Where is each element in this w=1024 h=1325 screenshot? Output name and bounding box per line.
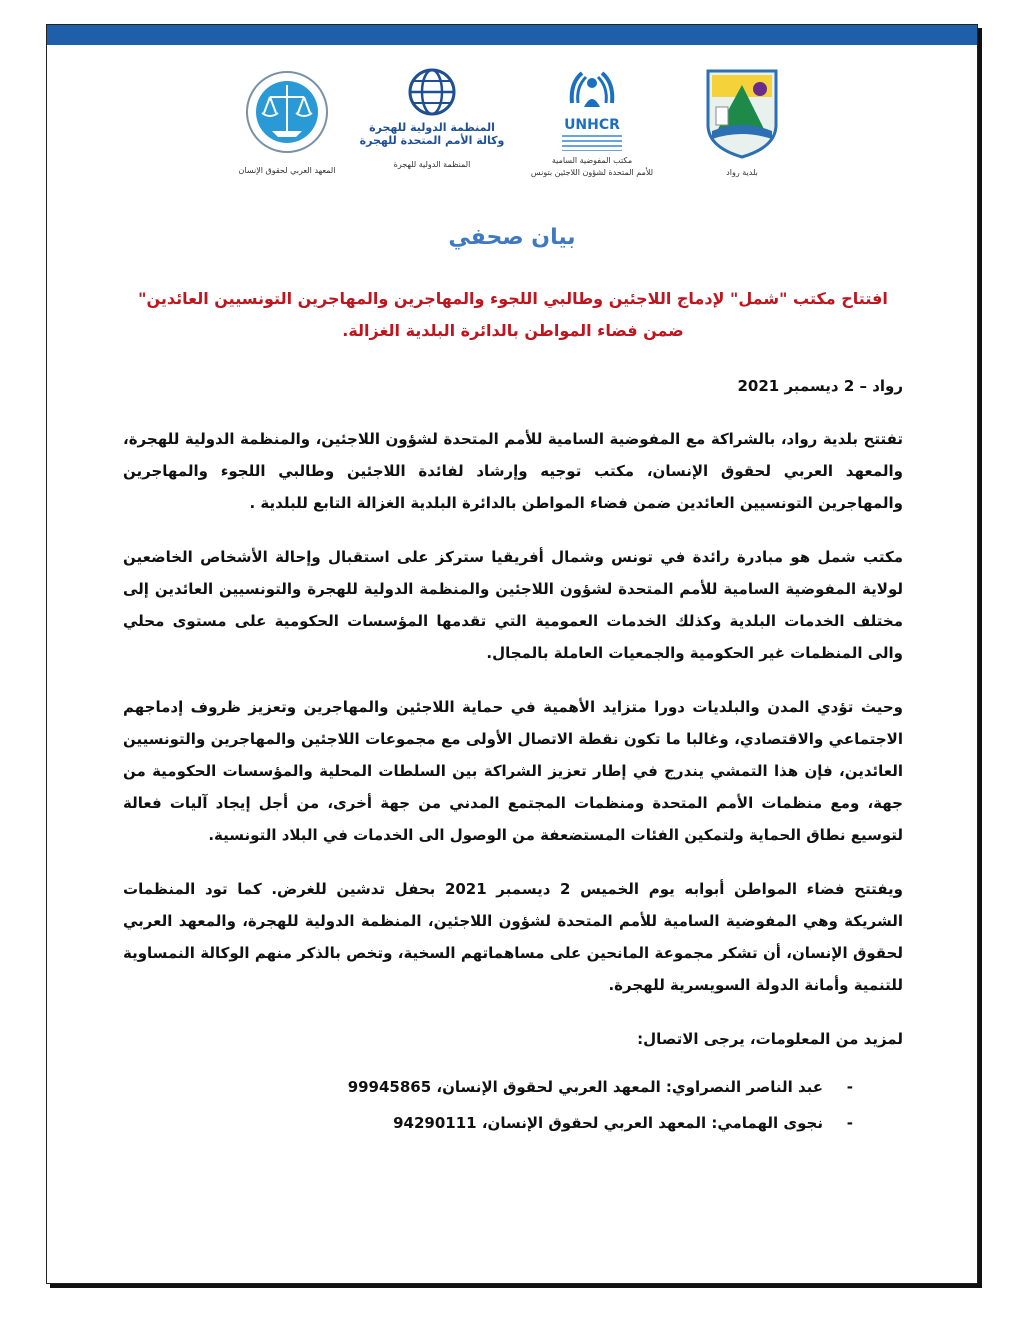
- body-paragraph-3: وحيث تؤدي المدن والبلديات دورا متزايد الأهمية في حماية اللاجئين والمهاجرين وتعزيز ظروف إدماجهم الاجتماعي والاقتصادي، وغالبا ما تكون نقطة الاتصال الأولى مع مجموعات اللاجئين والمهاجرين والتونسيين العائدين، فإن هذا التمشي يندرج في إطار تعزيز الشراكة بين السلطات المحلية والمؤسسات الحكومية من جهة، ومع منظمات الأمم المتحدة ومنظمات المجتمع المدني من جهة أخرى، من أجل إيجاد آليات فعالة لتوسيع نطاق الحماية ولتمكين الفئات المستضعفة من الوصول الى الخدمات في البلاد التونسية.: [123, 698, 903, 844]
- raoued-logo: [687, 67, 797, 179]
- body-paragraph-2: مكتب شمل هو مبادرة رائدة في تونس وشمال أفريقيا ستركز على استقبال وإحالة الأشخاص الخاضعين لولاية المفوضية السامية للأمم المتحدة لشؤون اللاجئين والمنظمة الدولية للهجرة والتونسيين العائدين إلى مختلف الخدمات البلدية وكذلك الخدمات العمومية التي تقدمها المؤسسات الحكومية على مستوى محلي والى المنظمات غير الحكومية والجمعيات العاملة بالمجال.: [123, 548, 903, 662]
- contact-item: [123, 1105, 853, 1141]
- iom-name-line1: المنظمة الدولية للهجرة: [369, 121, 495, 134]
- iom-name-line2: وكالة الأمم المتحدة للهجرة: [359, 134, 505, 147]
- press-headline: افتتاح مكتب "شمل" لإدماج اللاجئين وطالبي اللجوء والمهاجرين والمهاجرين التونسيين العائدين" ضمن فضاء المواطن بالدائرة البلدية الغزالة.: [138, 289, 888, 340]
- municipality-crest-icon: [704, 67, 780, 159]
- unhcr-hands-icon: [564, 67, 620, 113]
- arab-institute-emblem-icon: [242, 67, 332, 157]
- logo-caption: بلدية رواد: [726, 168, 758, 177]
- globe-icon: [405, 67, 459, 117]
- logo-caption-line1: مكتب المفوضية السامية: [551, 156, 633, 165]
- contact-item: [123, 1069, 853, 1105]
- contact-intro: لمزيد من المعلومات، يرجى الاتصال:: [637, 1030, 903, 1048]
- unhcr-wordmark: UNHCR: [564, 117, 620, 133]
- logo-caption-line2: للأمم المتحدة لشؤون اللاجئين بتونس: [530, 168, 654, 177]
- unhcr-subtitle-text: [562, 135, 622, 151]
- list-dash: -: [846, 1078, 853, 1096]
- dateline: رواد – 2 ديسمبر 2021: [737, 377, 903, 395]
- contact-text: عبد الناصر النصراوي: المعهد العربي لحقوق الإنسان، 99945865: [347, 1078, 823, 1096]
- unhcr-logo: [517, 67, 667, 179]
- body-paragraph-1: تفتتح بلدية رواد، بالشراكة مع المفوضية السامية للأمم المتحدة لشؤون اللاجئين، والمنظمة الدولية للهجرة، والمعهد العربي لحقوق الإنسان، مكتب توجيه وإرشاد لفائدة اللاجئين وطالبي اللجوء والمهاجرين والمهاجرين التونسيين العائدين ضمن فضاء المواطن بالدائرة البلدية الغزالة التابع للبلدية .: [123, 430, 903, 512]
- logo-caption: المعهد العربي لحقوق الإنسان: [238, 166, 336, 175]
- top-border-bar: [47, 25, 977, 45]
- document-title: بيان صحفي: [448, 225, 576, 250]
- partner-logos: [47, 67, 977, 217]
- logo-caption: المنظمة الدولية للهجرة: [393, 160, 471, 169]
- contact-list: [123, 1069, 903, 1141]
- body-paragraph-4: ويفتتح فضاء المواطن أبوابه يوم الخميس 2 ديسمبر 2021 بحفل تدشين للغرض. كما تود المنظمات الشريكة وهي المفوضية السامية للأمم المتحدة لشؤون اللاجئين، المنظمة الدولية للهجرة، والمعهد العربي لحقوق الإنسان، أن تشكر مجموعة المانحين على مساهماتهم السخية، وتخص بالذكر منهم الوكالة النمساوية للتنمية وأمانة الدولة السويسرية للهجرة.: [123, 880, 903, 994]
- iom-logo: [357, 67, 507, 171]
- contact-text: نجوى الهمامي: المعهد العربي لحقوق الإنسان، 94290111: [393, 1114, 823, 1132]
- list-dash: -: [846, 1114, 853, 1132]
- press-body: [123, 371, 903, 1141]
- arab-institute-logo: [217, 67, 357, 177]
- document-page: [46, 24, 978, 1284]
